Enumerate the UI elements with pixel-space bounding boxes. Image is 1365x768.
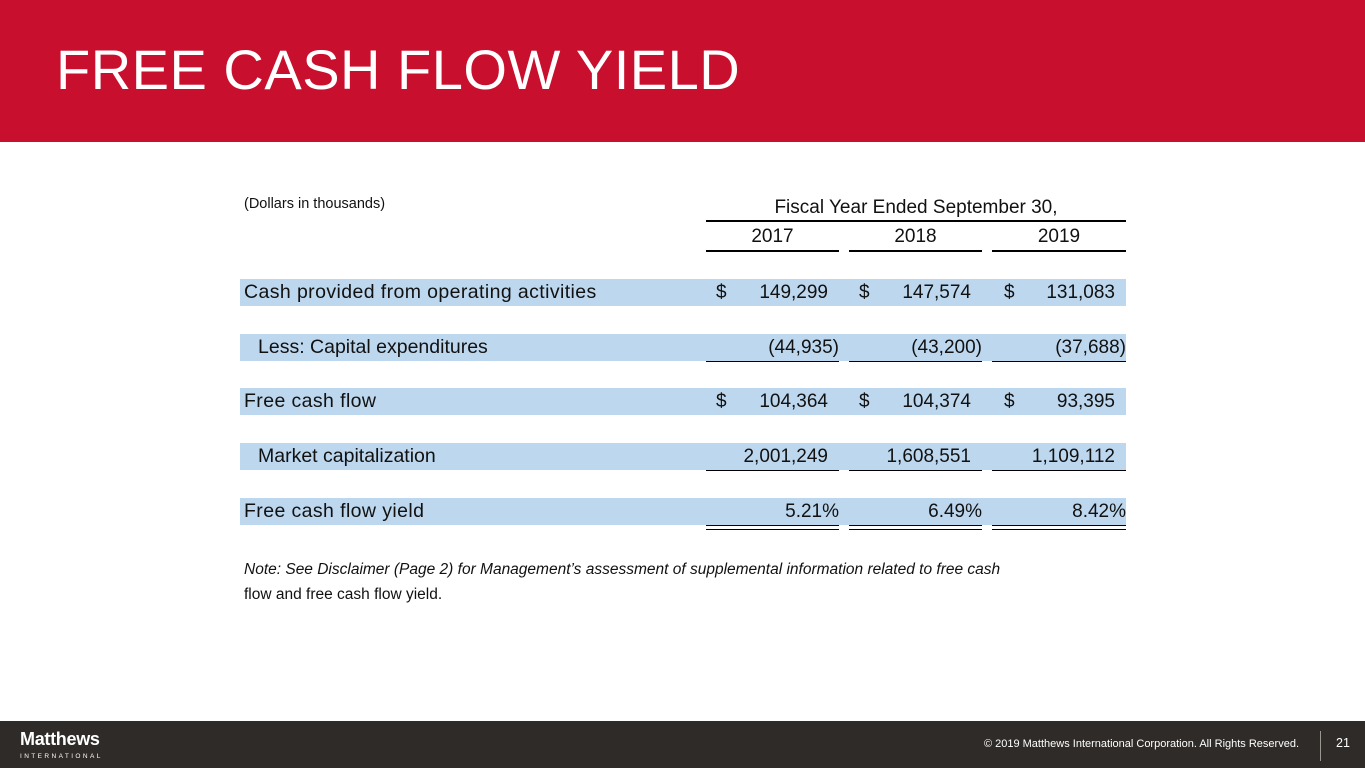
dollar-sign: $: [1004, 282, 1015, 303]
cell-value: (43,200): [911, 337, 982, 358]
logo-wordmark: Matthews: [20, 729, 100, 749]
cell-value: (44,935): [768, 337, 839, 358]
cell-value: 2,001,249: [743, 446, 828, 467]
cell-value: 5.21%: [785, 501, 839, 522]
note-italic: Note: See Disclaimer (Page 2) for Management’s assessment of supplemental information related to free cash: [244, 561, 1001, 578]
cell-value: 1,608,551: [886, 446, 971, 467]
cell-value: 1,109,112: [1031, 446, 1115, 467]
units-note: (Dollars in thousands): [244, 196, 386, 212]
underline: [706, 361, 839, 362]
dollar-sign: $: [716, 282, 727, 303]
row-label-operating-cash: Cash provided from operating activities: [244, 281, 597, 303]
note-rest: flow and free cash flow yield.: [244, 586, 443, 603]
cell-value: 93,395: [1056, 391, 1115, 412]
logo-subtitle: INTERNATIONAL: [20, 753, 103, 760]
company-logo: [20, 730, 103, 762]
row-label-fcf-yield: Free cash flow yield: [244, 500, 425, 522]
cell-value: 8.42%: [1072, 501, 1126, 522]
year-header-2019: 2019: [992, 226, 1126, 252]
cell-value: 149,299: [759, 282, 828, 303]
dollar-sign: $: [859, 391, 870, 412]
dollar-sign: $: [859, 282, 870, 303]
dollar-sign: $: [716, 391, 727, 412]
cell-value: 131,083: [1046, 282, 1115, 303]
underline: [706, 470, 839, 471]
year-header-2018: 2018: [849, 226, 982, 252]
double-underline: [706, 525, 839, 530]
copyright-text: © 2019 Matthews International Corporation. All Rights Reserved.: [983, 738, 1299, 750]
page-title: FREE CASH FLOW YIELD: [56, 38, 741, 101]
row-label-capex: Less: Capital expenditures: [258, 336, 488, 358]
cell-value: 6.49%: [928, 501, 982, 522]
dollar-sign: $: [1004, 391, 1015, 412]
cell-value: 147,574: [902, 282, 971, 303]
underline: [849, 470, 982, 471]
page-number: 21: [1336, 736, 1350, 750]
period-header: Fiscal Year Ended September 30,: [706, 196, 1126, 222]
row-label-free-cash-flow: Free cash flow: [244, 390, 377, 412]
disclaimer-note: [244, 557, 1124, 607]
double-underline: [992, 525, 1126, 530]
cell-value: 104,374: [902, 391, 971, 412]
double-underline: [849, 525, 982, 530]
year-header-2017: 2017: [706, 226, 839, 252]
footer-divider: [1320, 731, 1321, 761]
underline: [992, 470, 1126, 471]
row-label-market-cap: Market capitalization: [258, 445, 436, 467]
underline: [992, 361, 1126, 362]
cell-value: 104,364: [759, 391, 828, 412]
underline: [849, 361, 982, 362]
cell-value: (37,688): [1055, 337, 1126, 358]
